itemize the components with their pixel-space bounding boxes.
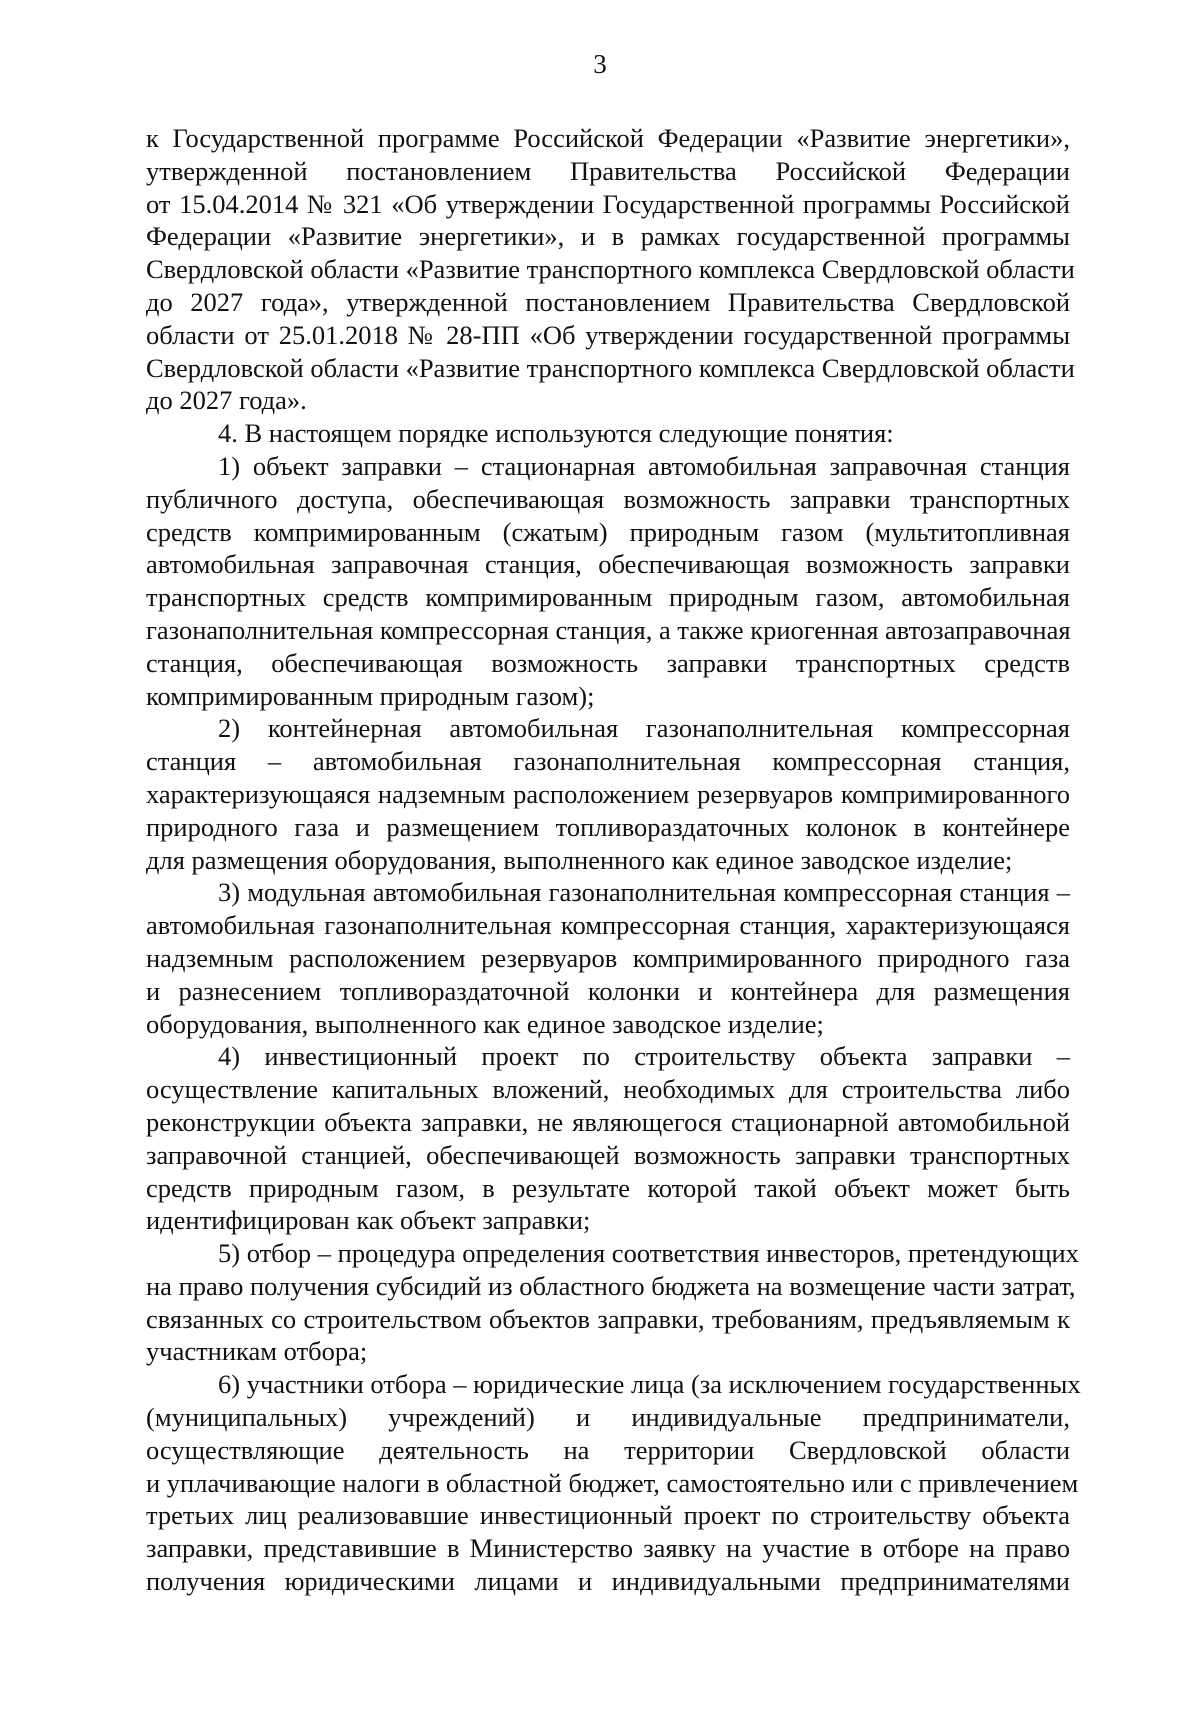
text-line: Федерации «Развитие энергетики», и в рамках государственной программы (146, 221, 1070, 252)
text-line: оборудования, выполненного как единое заводское изделие; (146, 1008, 824, 1039)
text-line: газонаполнительная компрессорная станция, а также криогенная автозаправочная (146, 614, 1071, 645)
text-line: средств компримированным (сжатым) природным газом (мультитопливная (146, 516, 1070, 547)
text-line: участникам отбора; (146, 1336, 368, 1367)
text-line: от 15.04.2014 № 321 «Об утверждении Государственной программы Российской (146, 188, 1070, 219)
text-line: на право получения субсидий из областного бюджета на возмещение части затрат, (146, 1270, 1076, 1301)
text-line: реконструкции объекта заправки, не являющегося стационарной автомобильной (146, 1106, 1070, 1137)
text-line: утвержденной постановлением Правительства Российской Федерации (146, 155, 1070, 186)
page-number: 3 (593, 49, 607, 79)
text-line: транспортных средств компримированным природным газом, автомобильная (146, 582, 1070, 613)
text-line: Свердловской области «Развитие транспортного комплекса Свердловской области (146, 352, 1075, 383)
text-line: автомобильная газонаполнительная компрессорная станция, характеризующаяся (146, 910, 1070, 941)
document-body (146, 122, 1081, 1598)
text-line: станция – автомобильная газонаполнительная компрессорная станция, (146, 746, 1070, 777)
text-line: компримированным природным газом); (146, 680, 595, 711)
text-line: 2) контейнерная автомобильная газонаполнительная компрессорная (218, 713, 1070, 744)
text-line: и уплачивающие налоги в областной бюджет, самостоятельно или с привлечением (146, 1467, 1079, 1498)
text-line: 5) отбор – процедура определения соответствия инвесторов, претендующих (218, 1238, 1079, 1269)
text-line: получения юридическими лицами и индивидуальными предпринимателями (146, 1566, 1070, 1597)
text-line: для размещения оборудования, выполненного как единое заводское изделие; (146, 844, 1013, 875)
text-line: характеризующаяся надземным расположением резервуаров компримированного (146, 778, 1070, 809)
text-line: и разнесением топливораздаточной колонки и контейнера для размещения (146, 975, 1070, 1006)
text-line: Свердловской области «Развитие транспортного комплекса Свердловской области (146, 254, 1075, 285)
text-line: природного газа и размещением топливораздаточных колонок в контейнере (146, 811, 1070, 842)
text-line: 4) инвестиционный проект по строительству объекта заправки – (218, 1041, 1070, 1072)
text-line: заправочной станцией, обеспечивающей возможность заправки транспортных (146, 1139, 1070, 1170)
text-line: осуществляющие деятельность на территории Свердловской области (146, 1434, 1070, 1465)
text-line: заправки, представившие в Министерство заявку на участие в отборе на право (146, 1533, 1070, 1564)
text-line: к Государственной программе Российской Федерации «Развитие энергетики», (146, 123, 1070, 153)
text-line: 6) участники отбора – юридические лица (за исключением государственных (218, 1369, 1081, 1400)
text-line: публичного доступа, обеспечивающая возможность заправки транспортных (146, 483, 1070, 514)
text-line: надземным расположением резервуаров компримированного природного газа (146, 942, 1070, 973)
text-line: связанных со строительством объектов заправки, требованиям, предъявляемым к (146, 1303, 1070, 1334)
text-line: автомобильная заправочная станция, обеспечивающая возможность заправки (146, 549, 1070, 580)
text-line: станция, обеспечивающая возможность заправки транспортных средств (146, 647, 1070, 678)
text-line: третьих лиц реализовавшие инвестиционный проект по строительству объекта (146, 1500, 1070, 1531)
text-line: (муниципальных) учреждений) и индивидуальные предприниматели, (146, 1402, 1070, 1433)
text-line: 4. В настоящем порядке используются следующие понятия: (218, 418, 894, 449)
text-line: средств природным газом, в результате которой такой объект может быть (146, 1172, 1070, 1203)
text-line: до 2027 года». (146, 385, 307, 416)
text-line: до 2027 года», утвержденной постановлением Правительства Свердловской (146, 286, 1070, 317)
text-line: идентифицирован как объект заправки; (146, 1205, 591, 1236)
text-line: 1) объект заправки – стационарная автомобильная заправочная станция (218, 450, 1070, 481)
text-line: области от 25.01.2018 № 28-ПП «Об утверждении государственной программы (146, 319, 1070, 350)
text-line: осуществление капитальных вложений, необходимых для строительства либо (146, 1074, 1070, 1105)
text-line: 3) модульная автомобильная газонаполнительная компрессорная станция – (218, 877, 1070, 908)
